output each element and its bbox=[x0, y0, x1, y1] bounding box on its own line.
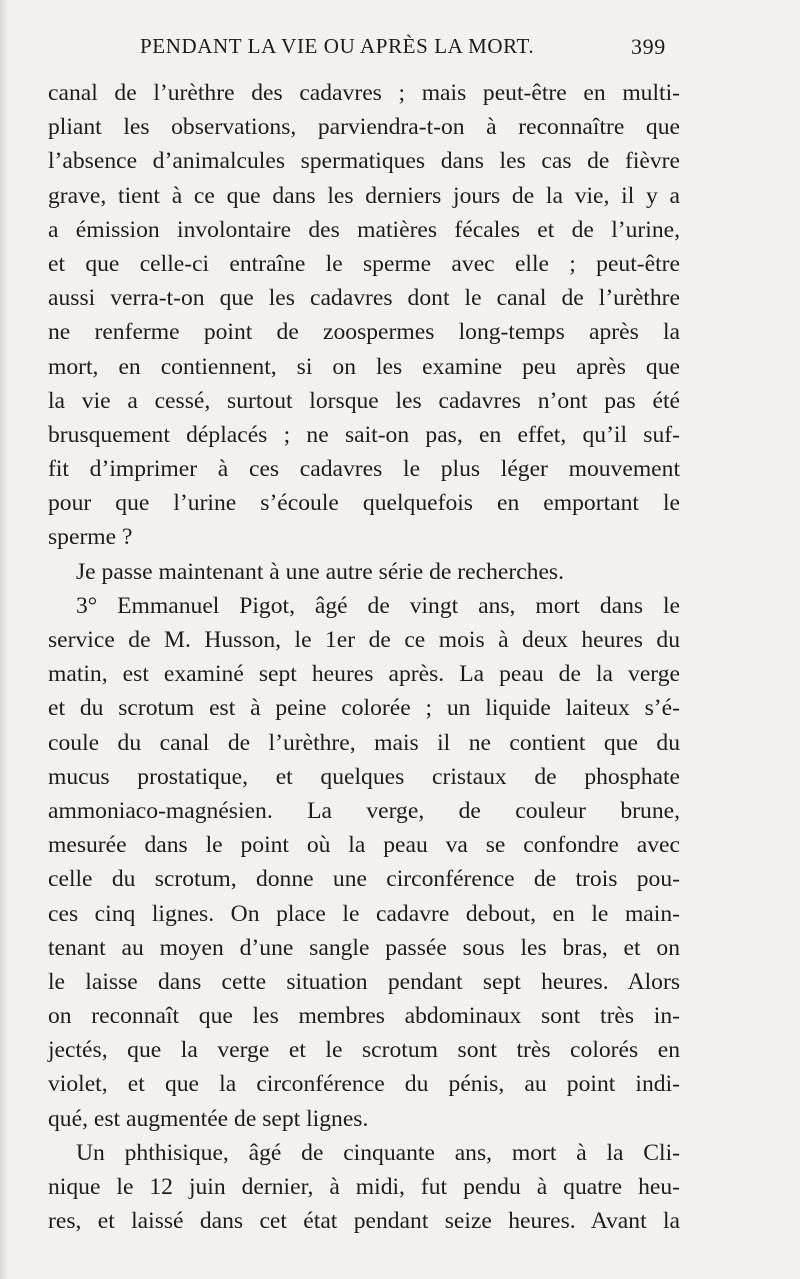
text-line: mucus prostatique, et quelques cristaux de phosphate bbox=[48, 763, 680, 790]
text-line: jectés, que la verge et le scrotum sont très colorés en bbox=[48, 1037, 680, 1064]
text-line: tenant au moyen d’une sangle passée sous les bras, et on bbox=[48, 934, 680, 961]
text-line: Je passe maintenant à une autre série de recherches. bbox=[76, 558, 565, 585]
running-title: PENDANT LA VIE OU APRÈS LA MORT. bbox=[140, 34, 535, 58]
text-line: 3° Emmanuel Pigot, âgé de vingt ans, mort dans le bbox=[76, 592, 680, 619]
text-line: service de M. Husson, le 1er de ce mois à deux heures du bbox=[48, 627, 680, 653]
text-line: celle du scrotum, donne une circonférence de trois pou- bbox=[48, 866, 680, 893]
text-line: Un phthisique, âgé de cinquante ans, mort à la Cli- bbox=[76, 1139, 680, 1166]
text-line: pliant les observations, parviendra-t-on à reconnaître que bbox=[48, 114, 680, 141]
text-line: l’absence d’animalcules spermatiques dans les cas de fièvre bbox=[48, 148, 680, 175]
text-line: res, et laissé dans cet état pendant seize heures. Avant la bbox=[48, 1208, 680, 1235]
text-line: on reconnaît que les membres abdominaux sont très in- bbox=[48, 1003, 680, 1030]
text-line: coule du canal de l’urèthre, mais il ne contient que du bbox=[48, 729, 680, 756]
text-line: nique le 12 juin dernier, à midi, fut pendu à quatre heu- bbox=[48, 1174, 680, 1200]
text-line: et que celle-ci entraîne le sperme avec elle ; peut-être bbox=[48, 250, 680, 277]
text-line: ces cinq lignes. On place le cadavre debout, en le main- bbox=[48, 900, 680, 927]
text-line: a émission involontaire des matières fécales et de l’urine, bbox=[48, 216, 680, 243]
text-line: fit d’imprimer à ces cadavres le plus léger mouvement bbox=[48, 456, 680, 483]
text-line: mort, en contiennent, si on les examine peu après que bbox=[48, 353, 680, 380]
text-line: et du scrotum est à peine colorée ; un liquide laiteux s’é- bbox=[48, 695, 680, 722]
text-line: brusquement déplacés ; ne sait-on pas, en effet, qu’il suf- bbox=[48, 421, 680, 448]
text-line: violet, et que la circonférence du pénis, au point indi- bbox=[48, 1071, 680, 1098]
text-line: grave, tient à ce que dans les derniers jours de la vie, il y a bbox=[48, 182, 680, 209]
text-line: pour que l’urine s’écoule quelquefois en emportant le bbox=[48, 490, 680, 517]
text-line: le laisse dans cette situation pendant sept heures. Alors bbox=[48, 968, 680, 995]
text-line: la vie a cessé, surtout lorsque les cadavres n’ont pas été bbox=[48, 387, 680, 414]
text-line: aussi verra-t-on que les cadavres dont le canal de l’urèthre bbox=[48, 285, 680, 312]
text-line: ne renferme point de zoospermes long-temps après la bbox=[48, 319, 680, 346]
body-text bbox=[48, 76, 680, 1238]
text-line: canal de l’urèthre des cadavres ; mais peut-être en multi- bbox=[48, 80, 680, 106]
text-line: sperme ? bbox=[48, 524, 133, 551]
text-line: mesurée dans le point où la peau va se confondre avec bbox=[48, 832, 680, 859]
text-line: matin, est examiné sept heures après. La peau de la verge bbox=[48, 661, 680, 688]
page-header bbox=[48, 34, 670, 64]
text-line: qué, est augmentée de sept lignes. bbox=[48, 1105, 369, 1132]
page-number: 399 bbox=[631, 34, 666, 59]
text-line: ammoniaco-magnésien. La verge, de couleur brune, bbox=[48, 797, 680, 824]
